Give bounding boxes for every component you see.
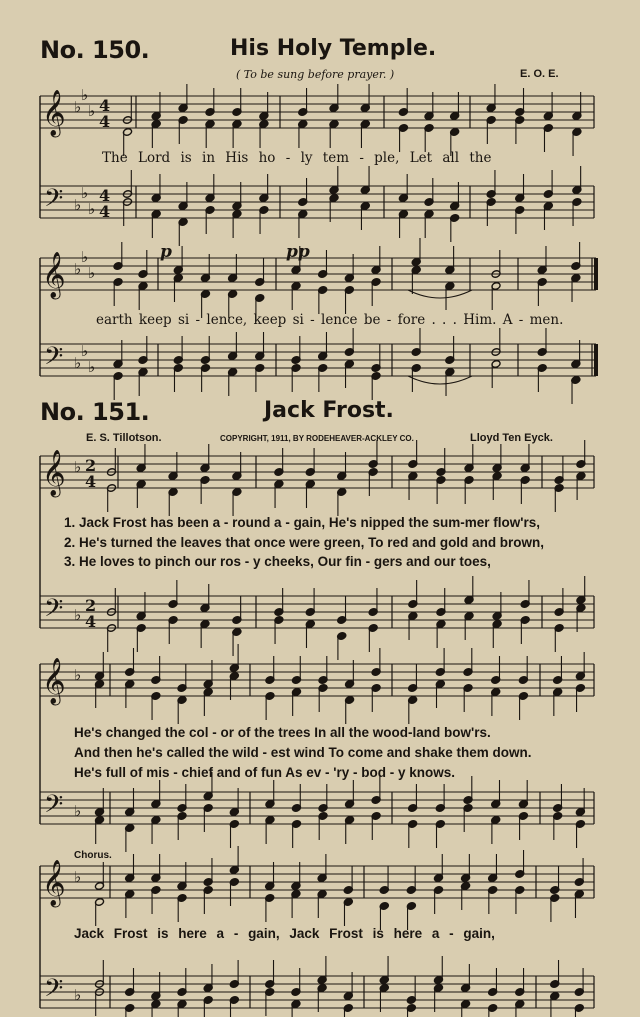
key-flat: ♭ [74,666,82,684]
hymn-150-lyrics-line2: earth keep si - lence, keep si - lence be - fore . . . Him. A - men. [96,312,564,328]
key-flat: ♭ [74,868,82,886]
treble-clef: 𝄞 [42,658,66,704]
key-flat: ♭ [74,354,82,372]
key-flat: ♭ [88,264,96,282]
key-flat: ♭ [74,458,82,476]
key-flat: ♭ [88,358,96,376]
hymn-150-direction: ( To be sung before prayer. ) [236,68,395,81]
bass-clef: 𝄢 [44,184,64,219]
hymn-150-lyrics-line1: The Lord is in His ho - ly tem - ple, Let all the [102,150,492,166]
key-flat: ♭ [88,102,96,120]
hymn-151-title: Jack Frost. [264,398,394,423]
time-sig-bass-top: 4 [99,186,111,205]
treble-clef: 𝄞 [42,252,66,298]
verse-2-part1: 2. He's turned the leaves that once were green, To red and gold and brown, [64,535,545,550]
verse-3-part1: 3. He loves to pinch our ros - y cheeks, Our fin - gers and our toes, [64,554,491,569]
key-flat: ♭ [74,260,82,278]
time-sig-bass-top: 2 [85,596,97,615]
chorus-label: Chorus. [74,850,112,861]
time-sig-bass-bottom: 4 [99,202,111,221]
bass-clef: 𝄢 [44,974,64,1009]
verse-3-part2: He's full of mis - chief and of fun As ev - 'ry - bod - y knows. [74,765,455,780]
key-flat: ♭ [81,342,89,360]
key-flat: ♭ [74,98,82,116]
key-flat: ♭ [88,200,96,218]
time-sig-treble-top: 2 [85,456,97,475]
key-flat: ♭ [81,86,89,104]
chorus-lyrics: Jack Frost is here a - gain, Jack Frost is here a - gain, [74,926,495,941]
hymn-151-copyright: COPYRIGHT, 1911, BY RODEHEAVER-ACKLEY CO. [220,434,414,443]
time-sig-bass-bottom: 4 [85,612,97,631]
hymn-150-number: No. 150. [40,36,150,64]
time-sig-treble-top: 4 [99,96,111,115]
verse-1-part2: He's changed the col - or of the trees In all the wood-land bow'rs. [74,725,491,740]
key-flat: ♭ [74,196,82,214]
bass-clef: 𝄢 [44,594,64,629]
verse-1-part1: 1. Jack Frost has been a - round a - gain, He's nipped the sum-mer flow'rs, [64,515,541,530]
treble-clef: 𝄞 [42,450,66,496]
treble-clef: 𝄞 [42,90,66,136]
hymn-150-title: His Holy Temple. [230,36,437,61]
dynamic-pp: pp [286,242,310,262]
key-flat: ♭ [74,606,82,624]
verse-2-part2: And then he's called the wild - est wind To come and shake them down. [74,745,532,760]
hymn-151-number: No. 151. [40,398,150,426]
time-sig-treble-bottom: 4 [85,472,97,491]
time-sig-treble-bottom: 4 [99,112,111,131]
key-flat: ♭ [81,184,89,202]
bass-clef: 𝄢 [44,342,64,377]
treble-clef: 𝄞 [42,860,66,906]
key-flat: ♭ [74,802,82,820]
hymn-150-author: E. O. E. [520,68,559,80]
hymn-151-author: E. S. Tillotson. [86,432,162,444]
key-flat: ♭ [74,986,82,1004]
dynamic-p: p [160,242,172,262]
bass-clef: 𝄢 [44,790,64,825]
slur [408,376,472,384]
slur [408,290,472,298]
hymn-151-composer: Lloyd Ten Eyck. [470,432,553,444]
key-flat: ♭ [81,248,89,266]
